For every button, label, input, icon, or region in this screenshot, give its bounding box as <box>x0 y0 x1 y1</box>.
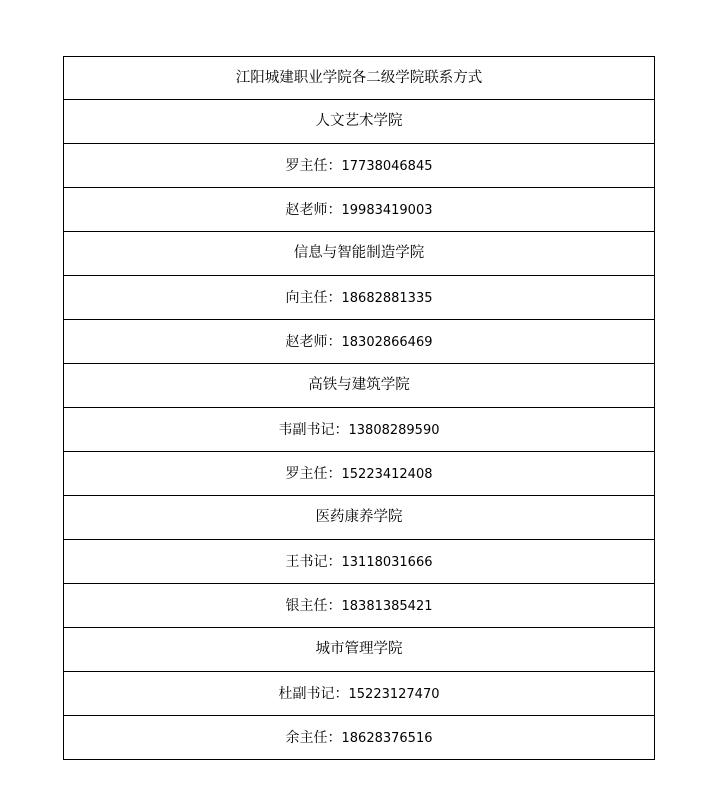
table-row <box>64 364 655 408</box>
table-row <box>64 672 655 716</box>
contact-phone: 19983419003 <box>341 202 433 218</box>
contact-name: 罗主任： <box>285 157 342 174</box>
table-row <box>64 716 655 760</box>
contact-phone: 15223127470 <box>348 686 440 702</box>
table-row <box>64 320 655 364</box>
contact-cell <box>64 408 655 452</box>
contact-phone: 18628376516 <box>341 730 433 746</box>
contact-cell <box>64 672 655 716</box>
contact-name: 罗主任： <box>285 465 342 482</box>
table-row <box>64 584 655 628</box>
contact-phone: 13118031666 <box>341 554 433 570</box>
college-heading: 高铁与建筑学院 <box>64 364 655 408</box>
title-row <box>64 57 655 100</box>
contact-name: 向主任： <box>285 289 342 306</box>
contact-cell <box>64 452 655 496</box>
table-row <box>64 496 655 540</box>
table-row <box>64 452 655 496</box>
table-row <box>64 188 655 232</box>
contact-phone: 18302866469 <box>341 334 433 350</box>
table-row <box>64 100 655 144</box>
contact-name: 赵老师： <box>285 333 342 350</box>
contact-cell <box>64 188 655 232</box>
table-row <box>64 540 655 584</box>
contact-table <box>63 56 655 760</box>
contact-cell <box>64 716 655 760</box>
contact-cell <box>64 584 655 628</box>
college-heading: 城市管理学院 <box>64 628 655 672</box>
contact-name: 赵老师： <box>285 201 342 218</box>
table-row <box>64 144 655 188</box>
contact-name: 杜副书记： <box>278 685 349 702</box>
contact-cell <box>64 144 655 188</box>
table-row <box>64 408 655 452</box>
contact-name: 韦副书记： <box>278 421 349 438</box>
contact-cell <box>64 540 655 584</box>
contact-phone: 18682881335 <box>341 290 433 306</box>
contact-name: 银主任： <box>285 597 342 614</box>
table-row <box>64 276 655 320</box>
college-heading: 信息与智能制造学院 <box>64 232 655 276</box>
college-heading: 人文艺术学院 <box>64 100 655 144</box>
table-row <box>64 628 655 672</box>
contact-name: 王书记： <box>285 553 342 570</box>
college-heading: 医药康养学院 <box>64 496 655 540</box>
contact-name: 余主任： <box>285 729 342 746</box>
contact-phone: 13808289590 <box>348 422 440 438</box>
contact-phone: 18381385421 <box>341 598 433 614</box>
contact-phone: 15223412408 <box>341 466 433 482</box>
table-row <box>64 232 655 276</box>
contact-cell <box>64 276 655 320</box>
contact-cell <box>64 320 655 364</box>
contact-phone: 17738046845 <box>341 158 433 174</box>
table-title: 江阳城建职业学院各二级学院联系方式 <box>64 57 655 100</box>
